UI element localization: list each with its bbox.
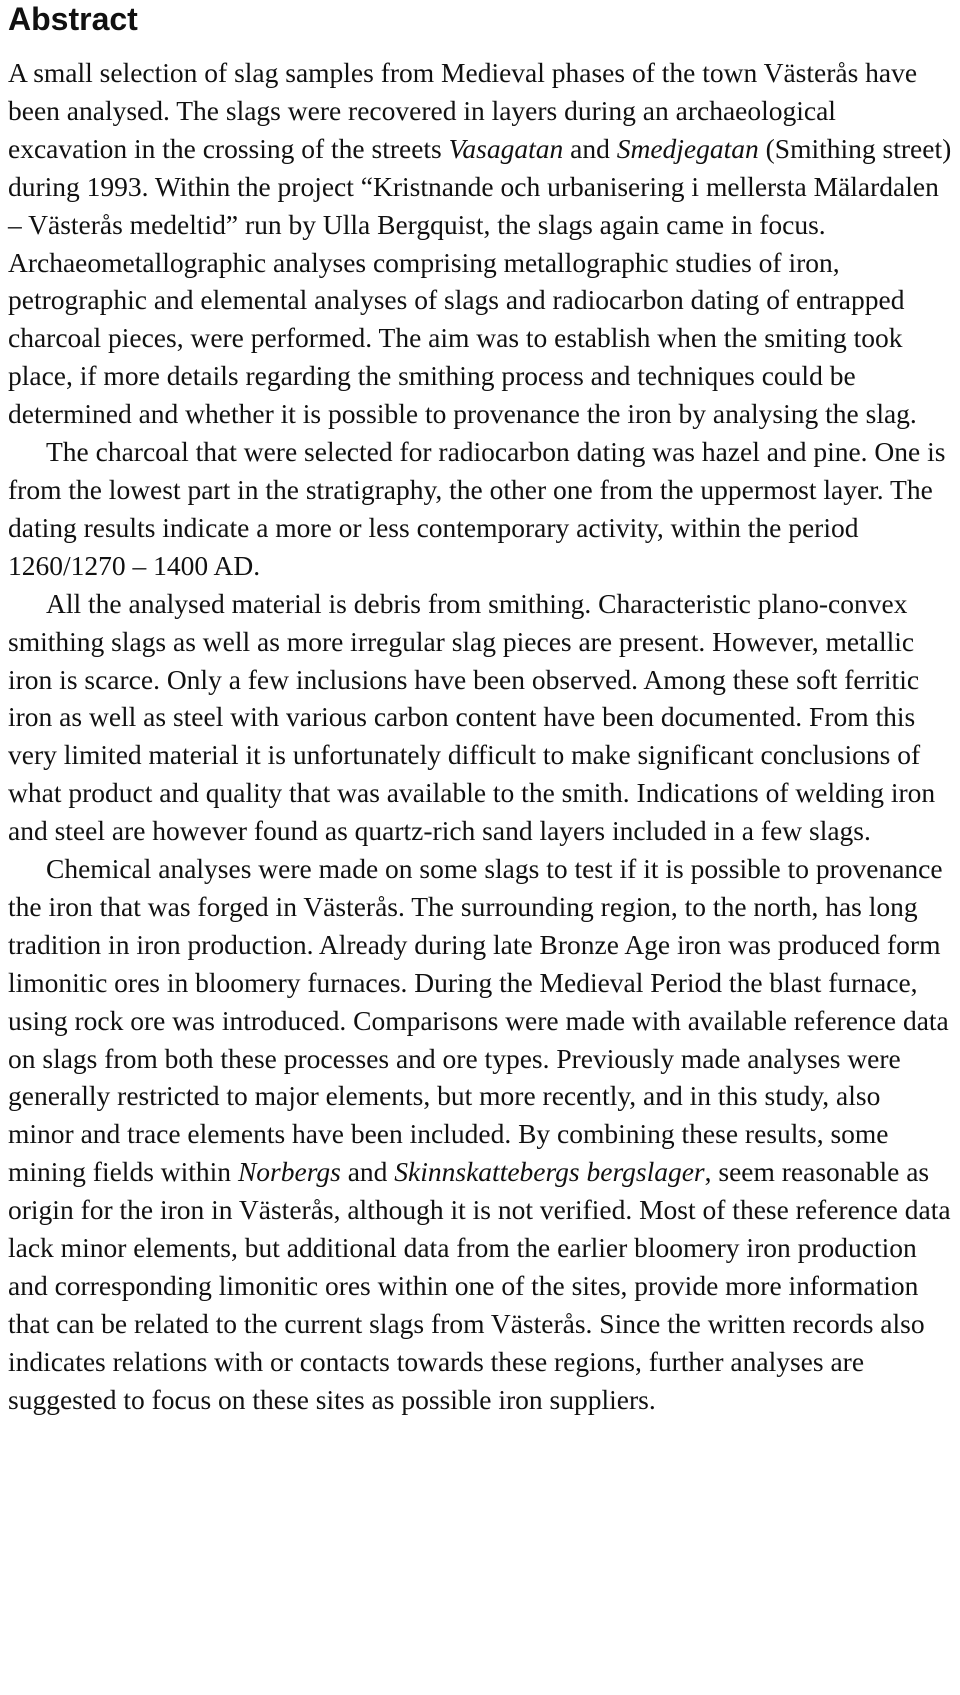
mining-field-skinnskattebergs: Skinnskattebergs bergslager (394, 1156, 705, 1188)
text-segment: All the analysed material is debris from smithing. Characteristic plano-convex smithing slags as well as more irregular slag pieces are present. However, metallic iron is scarce. Only a few inclusions have been observed. Among these soft ferritic iron as well as steel with various carbon content have been documented. From this very limited material it is unfortunately difficult to make significant conclusions of what product and quality that was available to the smith. Indications of welding iron and steel are however found as quartz-rich sand layers included in a few slags. (8, 587, 936, 847)
abstract-paragraph-1 (8, 54, 952, 433)
abstract-paragraph-4 (8, 850, 952, 1419)
document-page (8, 0, 952, 1419)
street-name-vasagatan: Vasagatan (448, 132, 564, 164)
text-segment: and (340, 1156, 395, 1188)
text-segment: A small selection of slag samples from Medieval phases of the town Västerås have been analysed. The slags were recovered in layers during an archaeological excavation in the crossing of the streets (8, 57, 918, 164)
text-segment: The charcoal that were selected for radiocarbon dating was hazel and pine. One is from the lowest part in the stratigraphy, the other one from the uppermost layer. The dating results indicate a more or less contemporary activity, within the period 1260/1270 – 1400 AD. (8, 436, 946, 581)
mining-field-norbergs: Norbergs (237, 1156, 341, 1188)
text-segment: , seem reasonable as origin for the iron in Västerås, although it is not verified. Most of these reference data lack minor elements, but additional data from the earlier bloomery iron production and corresponding limonitic ores within one of the sites, provide more information that can be related to the current slags from Västerås. Since the written records also indicates relations with or contacts towards these regions, further analyses are suggested to focus on these sites as possible iron suppliers. (8, 1156, 951, 1415)
street-name-smedjegatan: Smedjegatan (616, 132, 759, 164)
abstract-paragraph-2 (8, 433, 952, 585)
abstract-heading: Abstract (8, 1, 138, 37)
text-segment: Chemical analyses were made on some slags to test if it is possible to provenance the iron that was forged in Västerås. The surrounding region, to the north, has long tradition in iron production. Already during late Bronze Age iron was produced form limonitic ores in bloomery furnaces. During the Medieval Period the blast furnace, using rock ore was introduced. Comparisons were made with available reference data on slags from both these processes and ore types. Previously made analyses were generally restricted to major elements, but more recently, and in this study, also minor and trace elements have been included. By combining these results, some mining fields within (8, 853, 949, 1188)
text-segment: (Smithing street) during 1993. Within the project “Kristnande och urbanisering i mellersta Mälardalen – Västerås medeltid” run by Ulla Bergquist, the slags again came in focus. Archaeometallographic analyses comprising metallographic studies of iron, petrographic and elemental analyses of slags and radiocarbon dating of entrapped charcoal pieces, were performed. The aim was to establish when the smiting took place, if more details regarding the smithing process and techniques could be determined and whether it is possible to provenance the iron by analysing the slag. (8, 132, 952, 430)
text-segment: and (563, 132, 617, 164)
abstract-paragraph-3 (8, 585, 952, 850)
